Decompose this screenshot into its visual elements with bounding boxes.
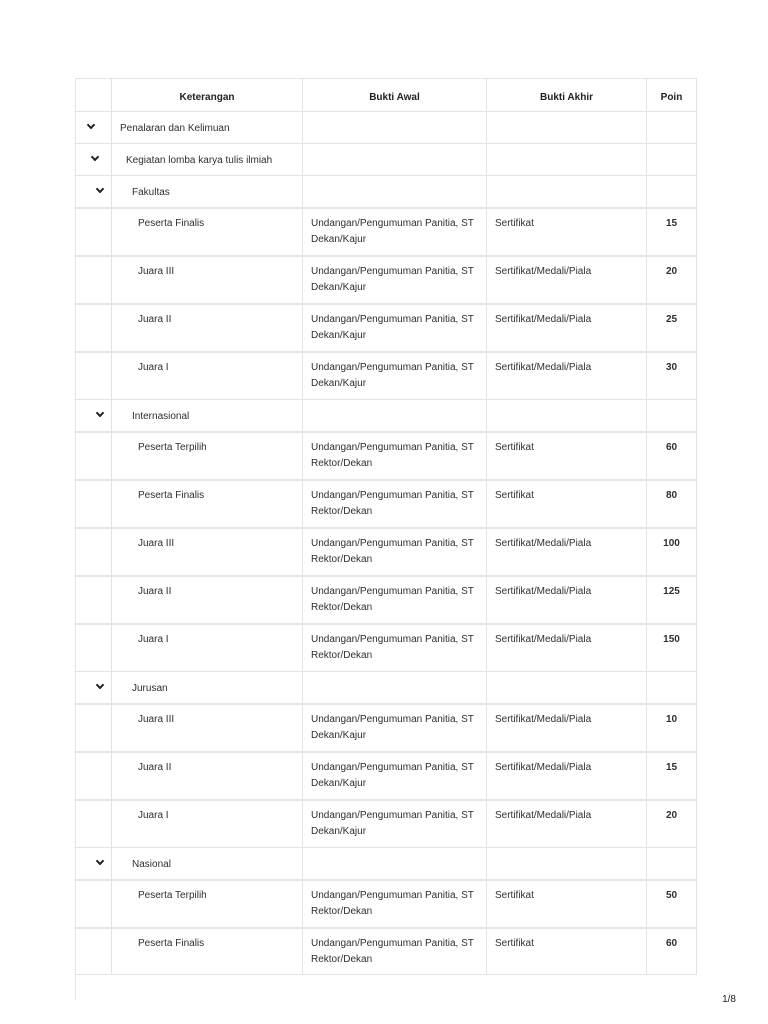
row-keterangan: Peserta Finalis	[111, 209, 302, 255]
empty-cell	[486, 176, 646, 207]
empty-cell	[646, 400, 696, 431]
row-bukti-akhir: Sertifikat/Medali/Piala	[486, 625, 646, 671]
empty-cell	[486, 112, 646, 143]
table-left-border-continuation	[75, 974, 76, 1000]
table-header	[76, 78, 696, 111]
header-toggle-cell	[76, 79, 111, 111]
row-bukti-akhir: Sertifikat	[486, 481, 646, 527]
row-bukti-akhir: Sertifikat/Medali/Piala	[486, 753, 646, 799]
row-keterangan: Juara II	[111, 753, 302, 799]
empty-cell	[76, 881, 111, 927]
empty-cell	[76, 257, 111, 303]
chevron-down-icon[interactable]	[86, 121, 98, 133]
group-label: Jurusan	[111, 672, 302, 703]
row-bukti-akhir: Sertifikat/Medali/Piala	[486, 353, 646, 399]
row-bukti-akhir: Sertifikat/Medali/Piala	[486, 801, 646, 847]
empty-cell	[76, 577, 111, 623]
chevron-down-icon[interactable]	[95, 185, 107, 197]
table-row	[76, 751, 696, 799]
row-poin: 80	[646, 481, 696, 527]
empty-cell	[302, 176, 486, 207]
row-keterangan: Juara I	[111, 625, 302, 671]
chevron-down-icon[interactable]	[95, 681, 107, 693]
group-label: Kegiatan lomba karya tulis ilmiah	[111, 144, 302, 175]
group-row-penalaran[interactable]	[76, 111, 696, 143]
row-keterangan: Juara II	[111, 577, 302, 623]
row-poin: 25	[646, 305, 696, 351]
row-bukti-awal: Undangan/Pengumuman Panitia, ST Dekan/Kajur	[302, 705, 486, 751]
group-label: Internasional	[111, 400, 302, 431]
row-poin: 20	[646, 257, 696, 303]
empty-cell	[486, 400, 646, 431]
empty-cell	[76, 209, 111, 255]
row-keterangan: Juara III	[111, 529, 302, 575]
row-poin: 30	[646, 353, 696, 399]
row-poin: 125	[646, 577, 696, 623]
empty-cell	[76, 305, 111, 351]
row-bukti-awal: Undangan/Pengumuman Panitia, ST Rektor/Dekan	[302, 481, 486, 527]
row-bukti-akhir: Sertifikat	[486, 433, 646, 479]
row-bukti-akhir: Sertifikat	[486, 881, 646, 927]
toggle-cell[interactable]	[76, 848, 111, 879]
group-label: Penalaran dan Kelimuan	[111, 112, 302, 143]
table-row	[76, 879, 696, 927]
table-row	[76, 431, 696, 479]
row-bukti-awal: Undangan/Pengumuman Panitia, ST Rektor/Dekan	[302, 929, 486, 974]
row-bukti-awal: Undangan/Pengumuman Panitia, ST Dekan/Kajur	[302, 257, 486, 303]
row-bukti-awal: Undangan/Pengumuman Panitia, ST Dekan/Kajur	[302, 801, 486, 847]
empty-cell	[646, 672, 696, 703]
table-row	[76, 351, 696, 399]
chevron-down-icon[interactable]	[90, 153, 102, 165]
empty-cell	[486, 672, 646, 703]
table-row	[76, 799, 696, 847]
row-bukti-akhir: Sertifikat	[486, 929, 646, 974]
row-poin: 20	[646, 801, 696, 847]
row-keterangan: Juara I	[111, 801, 302, 847]
row-bukti-akhir: Sertifikat/Medali/Piala	[486, 705, 646, 751]
row-poin: 10	[646, 705, 696, 751]
empty-cell	[76, 801, 111, 847]
row-keterangan: Juara III	[111, 705, 302, 751]
empty-cell	[646, 112, 696, 143]
toggle-cell[interactable]	[76, 112, 111, 143]
table-row	[76, 927, 696, 975]
row-bukti-awal: Undangan/Pengumuman Panitia, ST Dekan/Kajur	[302, 209, 486, 255]
header-keterangan: Keterangan	[111, 79, 302, 111]
empty-cell	[646, 848, 696, 879]
group-label: Fakultas	[111, 176, 302, 207]
empty-cell	[302, 144, 486, 175]
group-label: Nasional	[111, 848, 302, 879]
row-bukti-akhir: Sertifikat/Medali/Piala	[486, 257, 646, 303]
empty-cell	[76, 625, 111, 671]
table-row	[76, 623, 696, 671]
table-row	[76, 255, 696, 303]
row-poin: 15	[646, 209, 696, 255]
row-poin: 150	[646, 625, 696, 671]
header-bukti-akhir: Bukti Akhir	[486, 79, 646, 111]
row-bukti-awal: Undangan/Pengumuman Panitia, ST Dekan/Kajur	[302, 753, 486, 799]
group-row-fakultas[interactable]	[76, 175, 696, 207]
toggle-cell[interactable]	[76, 672, 111, 703]
row-keterangan: Peserta Terpilih	[111, 433, 302, 479]
row-keterangan: Peserta Terpilih	[111, 881, 302, 927]
chevron-down-icon[interactable]	[95, 857, 107, 869]
group-row-lomba[interactable]	[76, 143, 696, 175]
row-keterangan: Peserta Finalis	[111, 929, 302, 974]
empty-cell	[302, 848, 486, 879]
table-row	[76, 303, 696, 351]
row-poin: 15	[646, 753, 696, 799]
empty-cell	[302, 112, 486, 143]
empty-cell	[76, 705, 111, 751]
row-bukti-akhir: Sertifikat	[486, 209, 646, 255]
row-keterangan: Juara I	[111, 353, 302, 399]
rubric-table	[75, 78, 697, 975]
toggle-cell[interactable]	[76, 400, 111, 431]
header-poin: Poin	[646, 79, 696, 111]
empty-cell	[76, 929, 111, 974]
empty-cell	[486, 144, 646, 175]
row-keterangan: Peserta Finalis	[111, 481, 302, 527]
row-bukti-awal: Undangan/Pengumuman Panitia, ST Rektor/Dekan	[302, 625, 486, 671]
page-number: 1/8	[722, 994, 736, 1005]
row-bukti-awal: Undangan/Pengumuman Panitia, ST Dekan/Kajur	[302, 305, 486, 351]
table-row	[76, 479, 696, 527]
empty-cell	[486, 848, 646, 879]
row-bukti-akhir: Sertifikat/Medali/Piala	[486, 305, 646, 351]
row-bukti-awal: Undangan/Pengumuman Panitia, ST Rektor/Dekan	[302, 881, 486, 927]
row-bukti-akhir: Sertifikat/Medali/Piala	[486, 577, 646, 623]
empty-cell	[76, 433, 111, 479]
row-bukti-akhir: Sertifikat/Medali/Piala	[486, 529, 646, 575]
chevron-down-icon[interactable]	[95, 409, 107, 421]
group-row-internasional[interactable]	[76, 399, 696, 431]
row-bukti-awal: Undangan/Pengumuman Panitia, ST Rektor/Dekan	[302, 529, 486, 575]
row-bukti-awal: Undangan/Pengumuman Panitia, ST Rektor/Dekan	[302, 577, 486, 623]
row-poin: 50	[646, 881, 696, 927]
row-bukti-awal: Undangan/Pengumuman Panitia, ST Dekan/Kajur	[302, 353, 486, 399]
header-bukti-awal: Bukti Awal	[302, 79, 486, 111]
toggle-cell[interactable]	[76, 144, 111, 175]
empty-cell	[76, 753, 111, 799]
empty-cell	[76, 529, 111, 575]
empty-cell	[76, 353, 111, 399]
table-row	[76, 575, 696, 623]
row-poin: 60	[646, 433, 696, 479]
empty-cell	[646, 176, 696, 207]
table-row	[76, 703, 696, 751]
empty-cell	[302, 400, 486, 431]
row-poin: 60	[646, 929, 696, 974]
toggle-cell[interactable]	[76, 176, 111, 207]
empty-cell	[76, 481, 111, 527]
table-row	[76, 207, 696, 255]
row-poin: 100	[646, 529, 696, 575]
row-bukti-awal: Undangan/Pengumuman Panitia, ST Rektor/Dekan	[302, 433, 486, 479]
empty-cell	[646, 144, 696, 175]
row-keterangan: Juara III	[111, 257, 302, 303]
row-keterangan: Juara II	[111, 305, 302, 351]
empty-cell	[302, 672, 486, 703]
table-row	[76, 527, 696, 575]
group-row-jurusan[interactable]	[76, 671, 696, 703]
group-row-nasional[interactable]	[76, 847, 696, 879]
